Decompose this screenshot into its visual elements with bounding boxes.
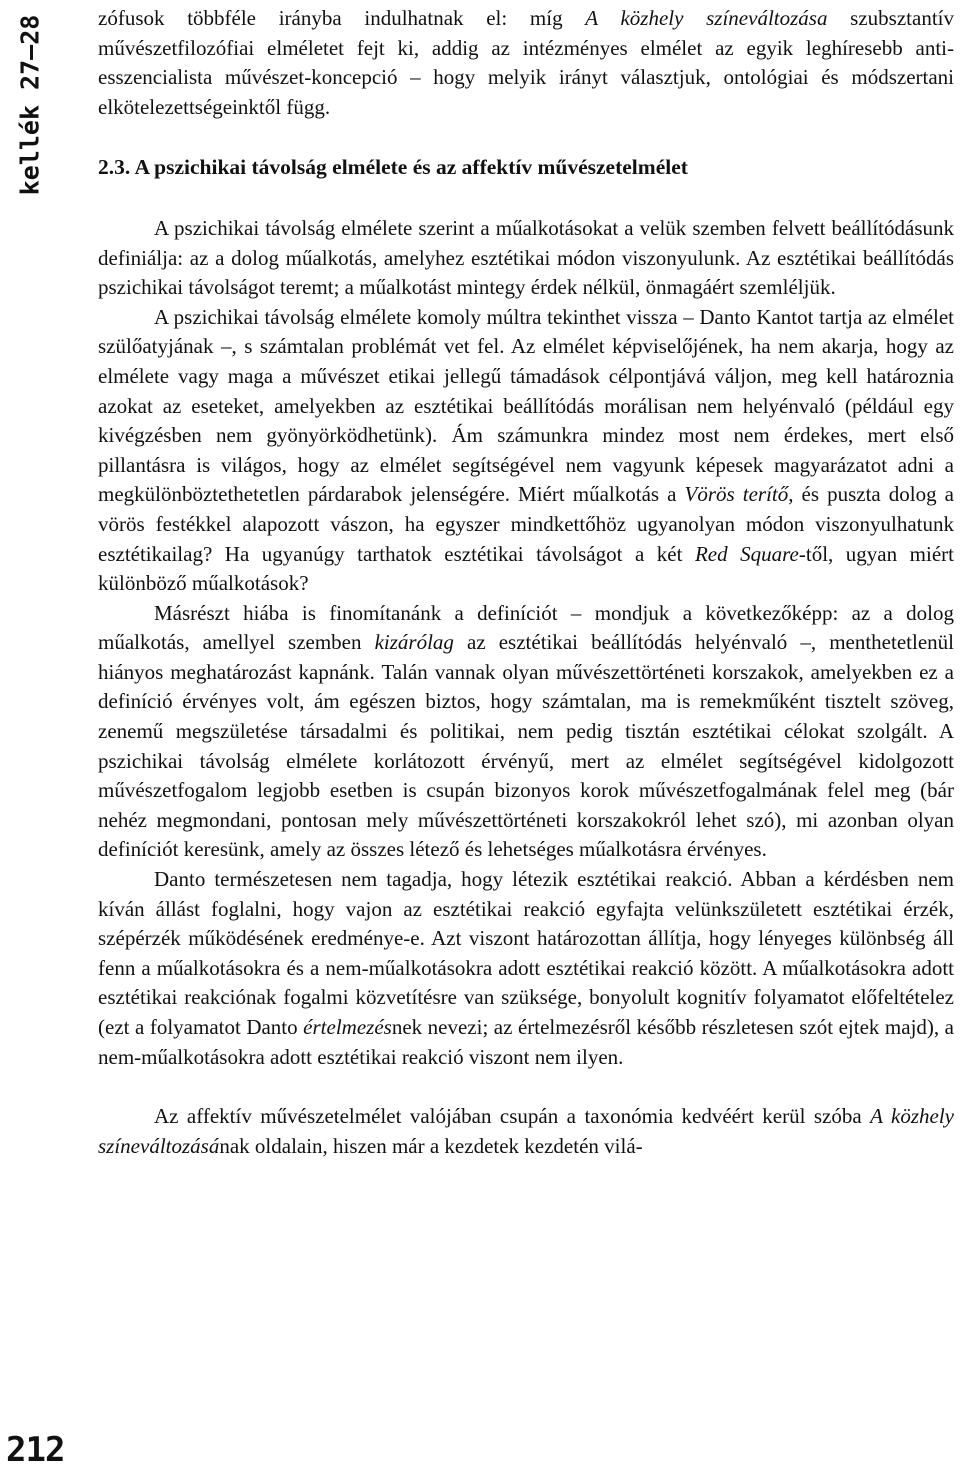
book-title: A közhely színeváltozásá	[98, 1104, 955, 1158]
book-title: A közhely színeváltozása	[585, 6, 828, 30]
intro-paragraph: zófusok többféle irányba indulhatnak el: míg A közhely színeváltozása szubsztantív művészetfilozófiai elméletet fejt ki, addig az intézményes elmélet az egyik leghíresebb anti-esszencialista művészet-koncepció – hogy melyik irányt választjuk, ontológiai és módszertani elkötelezettségeinktől függ.	[98, 6, 954, 119]
paragraph-2: A pszichikai távolság elmélete komoly múltra tekinthet vissza – Danto Kantot tartja az elmélet szülőatyjának –, s számtalan problémát vet fel. Az elmélet képviselőjének, ha nem akarja, hogy az elmélete vagy maga a művészet etikai jellegű támadások célpontjává váljon, meg kell határoznia azokat az eseteket, amelyekben az esztétikai beállítódás morálisan nem helyénvaló (például egy kivégzésben nem gyönyörködhetünk). Ám számunkra mindez most nem érdekes, mert első pillantásra is világos, hogy az elmélet segítségével nem vagyunk képesek magyarázatot adni a megkülönböztethetetlen párdarabok jelenségére. Miért műalkotás a Vörös terítő, és puszta dolog a vörös festékkel alapozott vászon, ha egyszer mindkettőhöz ugyanolyan módon viszonyulhatunk esztétikailag? Ha ugyanúgy tarthatok esztétikai távolságot a két Red Square-től, ugyan miért különböző műalkotások?	[98, 304, 955, 596]
artwork-title: Red Square	[694, 541, 799, 566]
emphasis: kizárólag	[374, 630, 454, 655]
page-number: 212	[6, 1430, 65, 1470]
journal-title: kellék 27–28	[15, 14, 45, 196]
paragraph-4: Danto természetesen nem tagadja, hogy létezik esztétikai reakció. Abban a kérdésben nem kíván állást foglalni, hogy vajon az esztétikai reakció egyfajta velünkszületett esztétikai érzék, szépérzék működésének eredménye-e. Azt viszont határozottan állítja, hogy lényeges különbség áll fenn a műalkotásokra és a nem-műalkotásokra adott esztétikai reakció között. A műalkotásokra adott esztétikai reakciónak fogalmi közvetítésre van szüksége, bonyolult kognitív folyamatot előfeltételez (ezt a folyamatot Danto értelmezésnek nevezi; az értelmezésről később részletesen szót ejtek majd), a nem-műalkotásokra adott esztétikai reakció viszont nem ilyen.	[98, 867, 954, 1069]
paragraph-3: Másrészt hiába is finomítanánk a definíciót – mondjuk a következőképp: az a dolog műalkotás, amellyel szemben kizárólag az esztétikai beállítódás helyénvaló –, menthetetlenül hiányos meghatározást kapnánk. Talán vannak olyan művészettörténeti korszakok, amelyekben ez a definíció érvényes volt, ám egészen biztos, hogy számtalan, ma is remekműként tisztelt szöveg, zenemű megszületése társadalmi és politikai, nem pedig tisztán esztétikai célokat szolgált. A pszichikai távolság elmélete korlátozott érvényű, mert az elmélet segítségével kidolgozott művészetfogalom legjobb esetben is csupán bizonyos korok művészetfogalmának felel meg (bár nehéz megmondani, pontosan mely művészettörténeti korszakokról lehet szó), mi azonban olyan definíciót keresünk, amely az összes létező és lehetséges műalkotásra érvényes.	[98, 600, 954, 862]
artwork-title: Vörös terítő	[684, 482, 789, 507]
term: értelmezés	[303, 1015, 392, 1039]
section-heading: 2.3. A pszichikai távolság elmélete és az affektív művészetelmélet	[98, 155, 688, 180]
running-head	[10, 0, 50, 210]
paragraph-1: A pszichikai távolság elmélete szerint a műalkotásokat a velük szemben felvett beállítódásunk definiálja: az a dolog műalkotás, amelyhez esztétikai módon viszonyulunk. Az esztétikai beállítódás pszichikai távolságot teremt; a műalkotást mintegy érdek nélkül, önmagáért szemléljük.	[98, 215, 954, 300]
paragraph-5: Az affektív művészetelmélet valójában csupán a taxonómia kedvéért kerül szóba A közhely színeváltozásának oldalain, hiszen már a kezdetek kezdetén vilá-	[98, 1104, 955, 1158]
body-text	[98, 4, 954, 1161]
